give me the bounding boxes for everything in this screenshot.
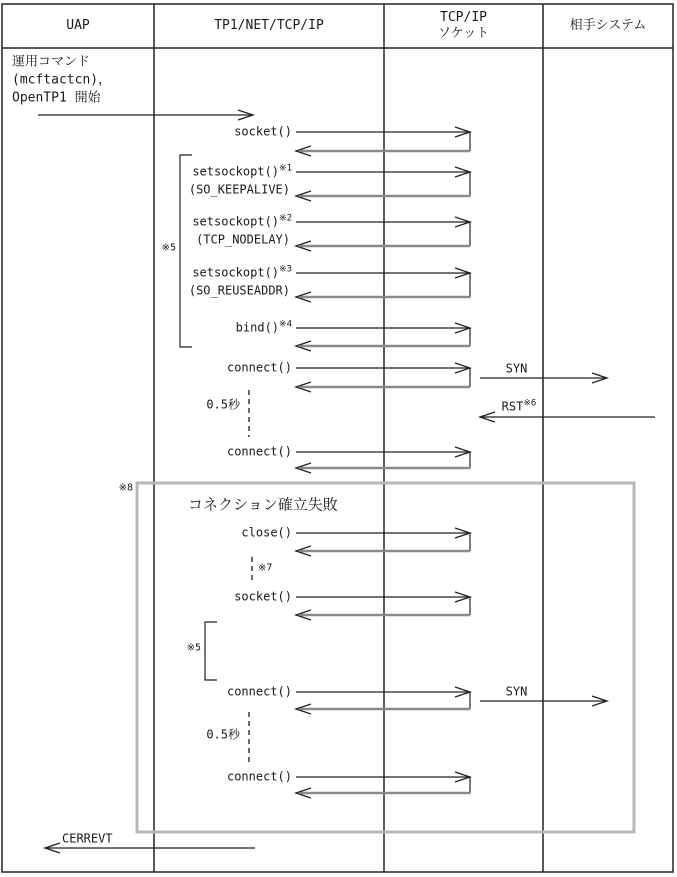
column-header-socket-line2: ソケット [437, 26, 490, 41]
note-1-ref: ※1 [279, 163, 292, 174]
message-rst: RST$^{※6}$ [501, 398, 537, 414]
call-setsockopt-1-arg: (SO_KEEPALIVE) [188, 182, 290, 197]
column-header-socket [384, 10, 543, 42]
column-header-remote: 相手システム [569, 18, 647, 33]
status-connection-failure: コネクション確立失敗 [188, 495, 338, 514]
call-bind: bind()$^{※4}$ [235, 319, 292, 335]
call-setsockopt-2: setsockopt()$^{※2}$ [192, 213, 292, 229]
note-4-ref: ※4 [279, 319, 292, 330]
call-setsockopt-1: setsockopt()$^{※1}$ [192, 163, 292, 179]
call-socket-2: socket() [234, 589, 292, 604]
note-7-marker: ※7 [258, 562, 273, 574]
call-setsockopt-3: setsockopt()$^{※3}$ [192, 264, 292, 280]
call-socket-1: socket() [234, 124, 292, 139]
column-header-uap: UAP [66, 18, 90, 33]
call-close: close() [241, 525, 292, 540]
start-event-line3: OpenTP1 開始 [12, 90, 101, 106]
column-header-socket-line1: TCP/IP [440, 10, 487, 25]
message-cerrevt: CERREVT [62, 831, 113, 846]
note-2-ref: ※2 [279, 213, 292, 224]
timer-wait-1: 0.5秒 [206, 397, 240, 412]
message-syn-2: SYN [505, 684, 528, 699]
start-event-line2: (mcftactcn)， [12, 72, 112, 88]
call-connect-4: connect() [226, 769, 292, 784]
column-header-tp1: TP1/NET/TCP/IP [214, 18, 324, 33]
call-connect-2: connect() [226, 444, 292, 459]
note-5-marker-b: ※5 [186, 642, 201, 654]
message-syn-1: SYN [505, 361, 528, 376]
note-3-ref: ※3 [279, 264, 292, 275]
call-connect-3: connect() [226, 684, 292, 699]
call-connect-1: connect() [226, 360, 292, 375]
timer-wait-2: 0.5秒 [206, 727, 240, 742]
call-setsockopt-3-arg: (SO_REUSEADDR) [188, 283, 290, 298]
note-5-marker-a: ※5 [161, 242, 176, 254]
note-8-marker: ※8 [118, 482, 133, 494]
note-6-ref: ※6 [523, 398, 537, 409]
start-event-line1: 運用コマンド [12, 54, 91, 70]
call-setsockopt-2-arg: (TCP_NODELAY) [196, 232, 290, 247]
